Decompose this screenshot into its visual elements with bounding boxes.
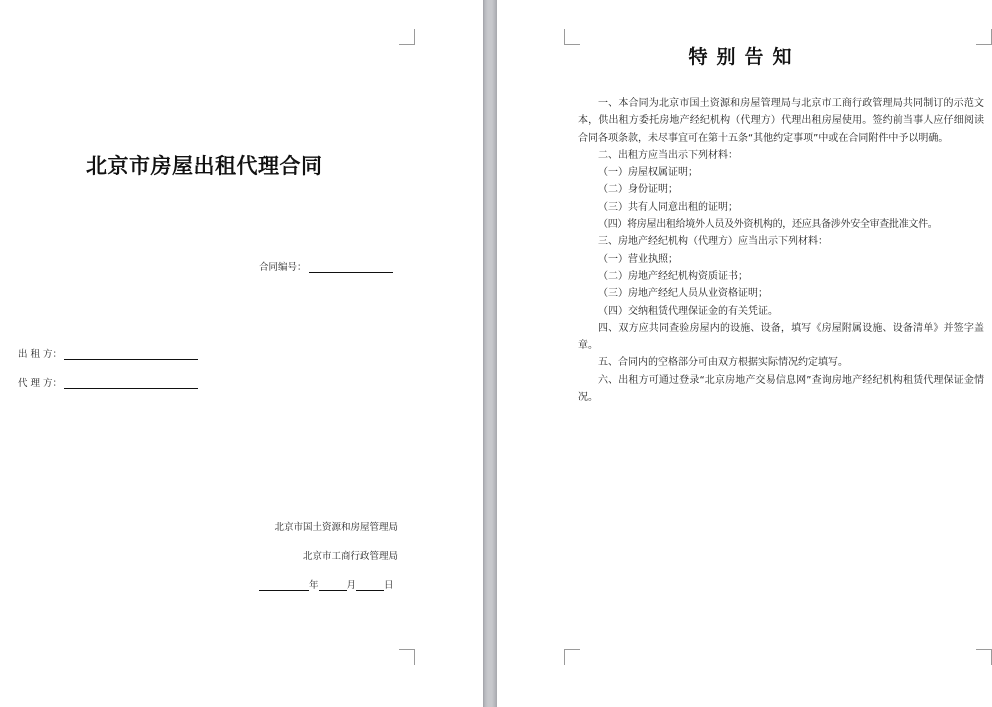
month-label: 月: [346, 580, 357, 591]
contract-number-label: 合同编号：: [259, 262, 307, 273]
notice-list-item: （一）房屋权属证明；: [598, 167, 698, 179]
contract-number-field: [259, 259, 393, 273]
agent-label: 代 理 方：: [18, 378, 63, 389]
agent-blank[interactable]: [64, 377, 198, 389]
day-blank[interactable]: [356, 579, 384, 591]
notice-paragraph: 四、双方应共同查验房屋内的设施、设备，填写《房屋附属设施、设备清单》并签字盖章。: [578, 322, 984, 352]
agent-field: [18, 375, 198, 389]
notice-list-item: （四）将房屋出租给境外人员及外资机构的，还应具备涉外安全审查批准文件。: [598, 219, 938, 231]
lessor-label: 出 租 方：: [18, 349, 63, 360]
notice-list-item: （一）营业执照；: [598, 253, 678, 265]
issuer-commerce-bureau: 北京市工商行政管理局: [302, 551, 398, 562]
notice-page: [497, 0, 992, 707]
notice-paragraph: 三、房地产经纪机构（代理方）应当出示下列材料：: [598, 236, 828, 248]
notice-body: [578, 95, 984, 406]
date-field: [259, 577, 394, 591]
page-gutter: [483, 0, 497, 707]
crop-mark-bottom-left: [564, 649, 580, 665]
notice-list-item: （三）房地产经纪人员从业资格证明；: [598, 288, 768, 300]
notice-title: 特别告知: [688, 46, 801, 68]
day-label: 日: [384, 580, 394, 591]
year-blank[interactable]: [259, 579, 309, 591]
month-blank[interactable]: [319, 579, 347, 591]
notice-paragraph: 一、本合同为北京市国土资源和房屋管理局与北京市工商行政管理局共同制订的示范文本，供出租方委托房地产经纪机构（代理方）代理出租房屋使用。签约前当事人应仔细阅读合同各项条款，未尽事宜可在第十五条“其他约定事项”中或在合同附件中予以明确。: [578, 98, 984, 144]
crop-mark-bottom-right: [976, 649, 992, 665]
notice-paragraph: 六、出租方可通过登录“北京房地产交易信息网”查询房地产经纪机构租赁代理保证金情况。: [578, 374, 984, 404]
lessor-blank[interactable]: [64, 348, 198, 360]
notice-list-item: （二）房地产经纪机构资质证书；: [598, 270, 748, 282]
notice-list-item: （二）身份证明；: [598, 184, 678, 196]
notice-list-item: （四）交纳租赁代理保证金的有关凭证。: [598, 305, 778, 317]
year-label: 年: [309, 580, 319, 591]
contract-title: 北京市房屋出租代理合同: [86, 153, 323, 178]
issuer-land-bureau: 北京市国土资源和房屋管理局: [274, 522, 398, 533]
crop-mark-bottom-right: [399, 649, 415, 665]
notice-list-item: （三）共有人同意出租的证明；: [598, 201, 738, 213]
cover-page: [0, 0, 483, 707]
crop-mark-top-right: [399, 29, 415, 45]
notice-paragraph: 二、出租方应当出示下列材料：: [598, 149, 738, 161]
lessor-field: [18, 346, 198, 360]
contract-number-blank[interactable]: [309, 261, 393, 273]
notice-paragraph: 五、合同内的空格部分可由双方根据实际情况约定填写。: [598, 357, 848, 369]
